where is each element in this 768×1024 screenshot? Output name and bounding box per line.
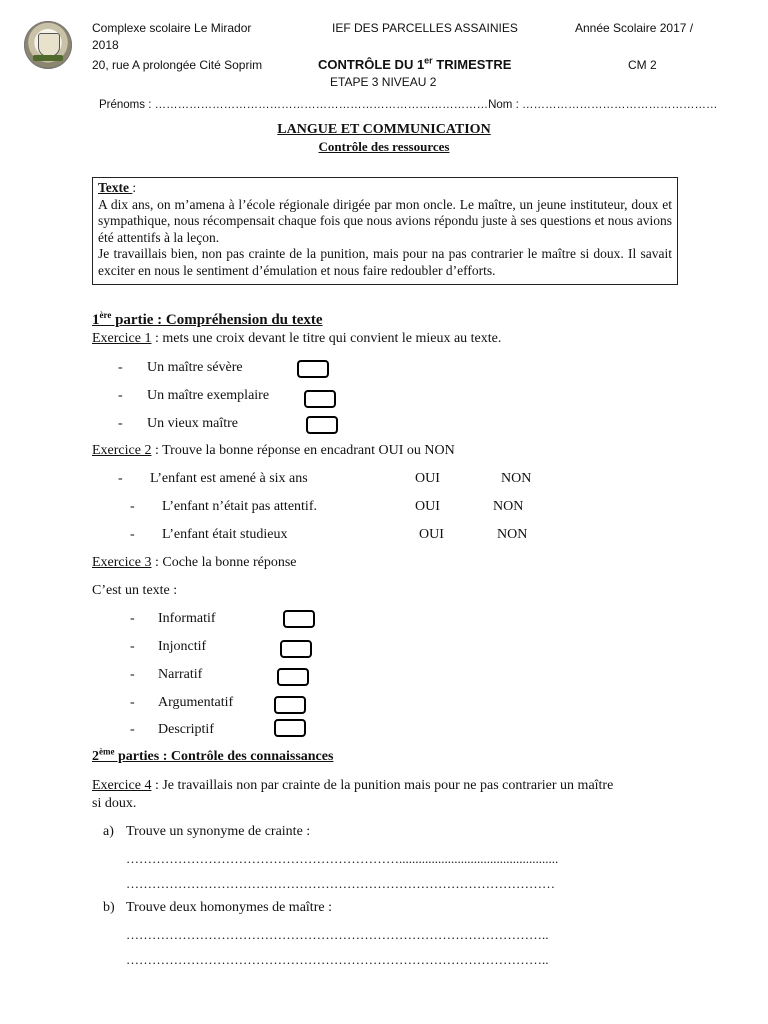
stage-level: ETAPE 3 NIVEAU 2 [330,75,437,89]
class-level: CM 2 [628,58,657,72]
ex3-dash-4: - [130,695,135,710]
ex3-checkbox-5[interactable] [274,719,306,737]
ex4-b-answer-line-1[interactable]: …………………………………………………………………………………….. [126,927,549,942]
part2-number: 2 [92,749,99,764]
ex2-dash-1: - [118,471,123,486]
ex3-option-5: Descriptif [158,722,214,737]
text-label: Texte [98,180,133,195]
part1-sup: ère [99,310,112,320]
crest-shield-icon [38,33,60,57]
control-title [318,57,511,72]
ex3-option-2: Injonctif [158,639,207,654]
ex3-line [92,555,296,571]
ex3-option-3: Narratif [158,667,203,682]
ex2-item-1: L’enfant est amené à six ans [150,471,308,486]
ex1-dash-3: - [118,416,123,431]
ex3-dash-5: - [130,722,135,737]
part1-number: 1 [92,312,100,328]
ex2-line [92,443,455,459]
school-address: 20, rue A prolongée Cité Soprim [92,58,263,72]
section-subtitle: Contrôle des ressources [318,139,450,154]
subject-title: LANGUE ET COMMUNICATION [277,122,491,137]
ex1-option-1: Un maître sévère [147,360,243,375]
ex1-checkbox-2[interactable] [304,390,336,408]
text-label-colon: : [132,180,137,195]
ex4-instruction-1: : Je travaillais non par crainte de la punition mais pour ne pas contrarier un maître [151,778,614,793]
ex1-dash-1: - [118,360,123,375]
text-paragraph-2: Je travaillais bien, non pas crainte de la punition, mais pour na pas contrarier le maître si doux. Il savait exciter en nous le sentiment d’émulation et nous faire redoubler d’efforts. [98,246,672,278]
ex2-dash-3: - [130,527,135,542]
ex1-checkbox-1[interactable] [297,360,329,378]
ex3-option-4: Argumentatif [158,695,234,710]
ex1-dash-2: - [118,388,123,403]
ex3-dash-1: - [130,611,135,626]
part1-title: partie : Compréhension du texte [111,312,323,328]
ex3-checkbox-4[interactable] [274,696,306,714]
ex4-a-label: a) [103,824,114,839]
school-year-label: Année Scolaire 2017 / [575,21,694,35]
control-title-sup: er [424,55,433,66]
ex2-non-3[interactable]: NON [497,527,528,542]
ex3-instruction: : Coche la bonne réponse [151,555,297,570]
ex3-label: Exercice 3 [92,555,152,570]
logo-ribbon [33,55,63,61]
ex1-option-2: Un maître exemplaire [147,388,270,403]
ex3-option-1: Informatif [158,611,216,626]
ex4-a-question: Trouve un synonyme de crainte : [126,824,311,839]
ex3-checkbox-1[interactable] [283,610,315,628]
ex1-line [92,331,501,347]
ex1-checkbox-3[interactable] [306,416,338,434]
ex3-checkbox-2[interactable] [280,640,312,658]
ex1-option-3: Un vieux maître [147,416,238,431]
control-title-pre: CONTRÔLE DU 1 [318,57,425,72]
names-line: Prénoms : ……………………………………………………………………………Nom : …………………………………………… [99,99,718,111]
ex4-b-question: Trouve deux homonymes de maître : [126,900,332,915]
control-title-post: TRIMESTRE [432,57,512,72]
ex2-instruction: : Trouve la bonne réponse en encadrant OUI ou NON [151,443,455,458]
reading-text-box [92,177,678,285]
part2-sup: ème [99,746,115,757]
ex3-dash-2: - [130,639,135,654]
ex2-dash-2: - [130,499,135,514]
ex3-checkbox-3[interactable] [277,668,309,686]
ex4-b-answer-line-2[interactable]: …………………………………………………………………………………….. [126,952,549,967]
part2-title: parties : Contrôle des connaissances [114,749,334,764]
ex2-item-2: L’enfant n’était pas attentif. [162,499,317,514]
ex2-item-3: L’enfant était studieux [162,527,288,542]
ex2-non-2[interactable]: NON [493,499,524,514]
ex4-line-1 [92,778,613,794]
ex1-label: Exercice 1 [92,331,152,346]
ex4-a-answer-line-2[interactable]: ……………………………………………………………………………………… [126,876,555,891]
ex4-b-label: b) [103,900,115,915]
ief-name: IEF DES PARCELLES ASSAINIES [332,21,518,35]
text-paragraph-1: A dix ans, on m’amena à l’école régionale dirigée par mon oncle. Le maître, un jeune instituteur, doux et sympathique, nous récompensait chaque fois que nous avions répondu juste à ses questions et nous avions été attentifs à la leçon. [98,196,672,245]
ex2-oui-2[interactable]: OUI [415,499,440,514]
ex1-instruction: : mets une croix devant le titre qui convient le mieux au texte. [151,331,502,346]
school-logo-seal [24,21,72,69]
part1-heading [92,312,323,329]
ex2-oui-1[interactable]: OUI [415,471,440,486]
school-year-end: 2018 [92,38,119,52]
ex3-prompt: C’est un texte : [92,583,178,598]
ex4-instruction-2: si doux. [92,796,137,811]
ex3-dash-3: - [130,667,135,682]
ex2-label: Exercice 2 [92,443,152,458]
part2-heading [92,746,334,765]
ex4-a-answer-line-1[interactable]: ………………………………………………………................................................. [126,851,559,866]
ex4-label: Exercice 4 [92,778,152,793]
school-name: Complexe scolaire Le Mirador [92,21,252,35]
ex2-non-1[interactable]: NON [501,471,532,486]
ex2-oui-3[interactable]: OUI [419,527,444,542]
